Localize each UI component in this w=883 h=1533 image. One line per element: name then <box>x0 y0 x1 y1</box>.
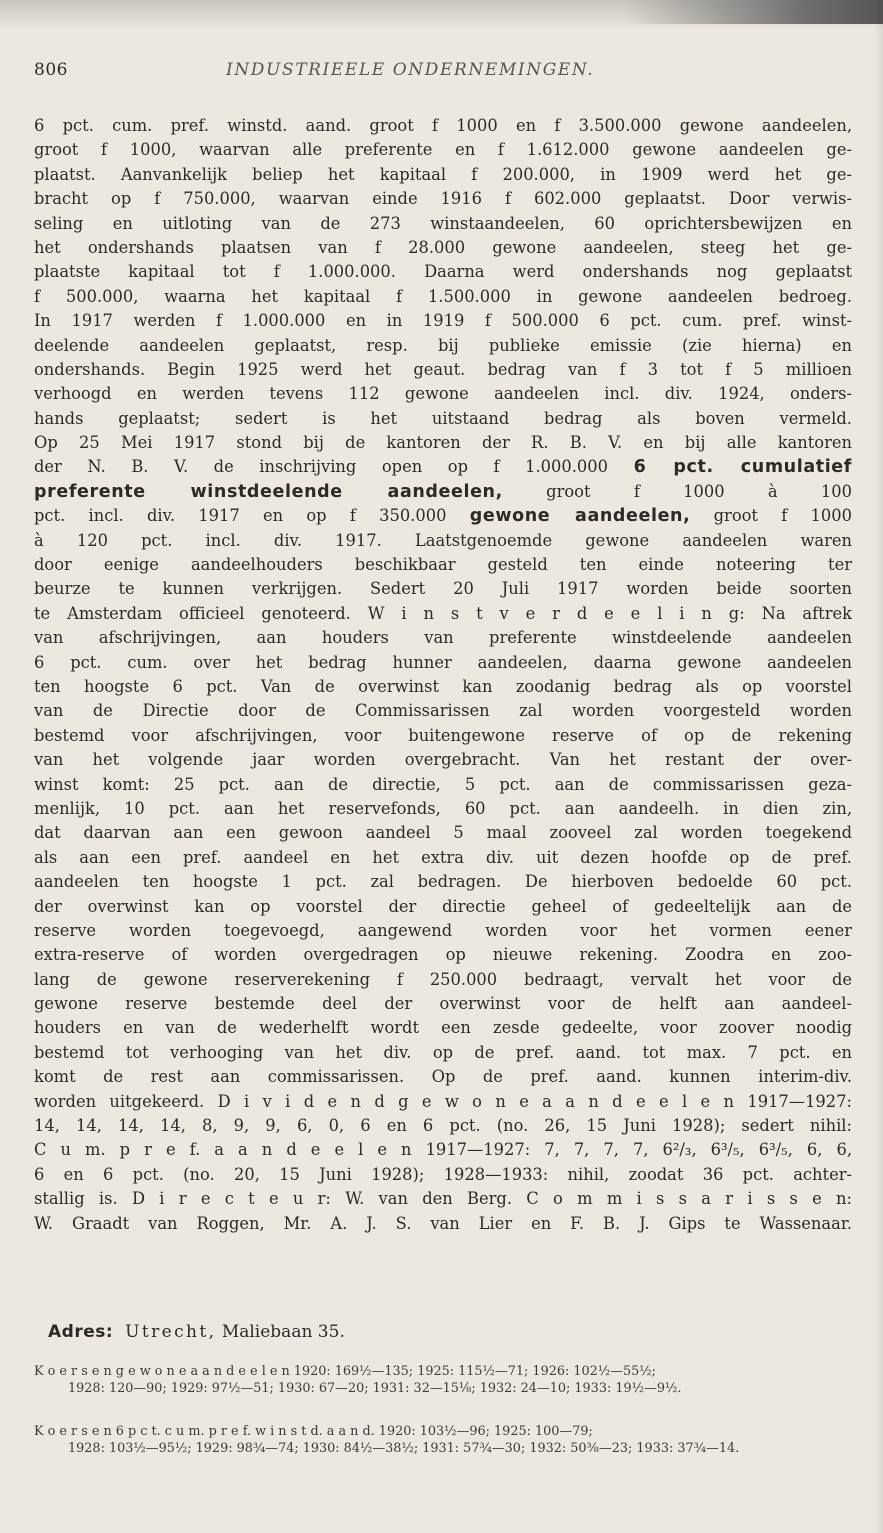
text-line: ten hoogste 6 pct. Van de overwinst kan zoodanig bedrag als op voorstel <box>34 676 852 696</box>
text-line: bestemd voor afschrijvingen, voor buitengewone reserve of op de rekening <box>34 725 852 745</box>
text-line: f 500.000, waarna het kapitaal f 1.500.000 in gewone aandeelen bedroeg. <box>34 286 852 306</box>
text-line <box>34 504 852 528</box>
page-number: 806 <box>34 60 68 80</box>
text-line: beurze te kunnen verkrijgen. Sedert 20 Juli 1917 worden beide soorten <box>34 579 852 599</box>
text-line: hands geplaatst; sedert is het uitstaand bedrag als boven vermeld. <box>34 408 852 428</box>
text-line: als aan een pref. aandeel en het extra div. uit dezen hoofde op de pref. <box>34 847 852 867</box>
text-line: seling en uitloting van de 273 winstaandeelen, 60 oprichtersbewijzen en <box>34 213 852 233</box>
text-line: 14, 14, 14, 14, 8, 9, 9, 6, 0, 6 en 6 pct. (no. 26, 15 Juni 1928); sedert nihil: <box>34 1116 852 1136</box>
courses-pref-aandeelen <box>34 1424 852 1457</box>
text-line: gewone reserve bestemde deel der overwinst voor de helft aan aandeel- <box>34 994 852 1014</box>
text-line: 6 en 6 pct. (no. 20, 15 Juni 1928); 1928—1933: nihil, zoodat 36 pct. achter- <box>34 1164 852 1184</box>
text-line: menlijk, 10 pct. aan het reservefonds, 60 pct. aan aandeelh. in dien zin, <box>34 798 852 818</box>
text-line: houders en van de wederhelft wordt een zesde gedeelte, voor zoover noodig <box>34 1018 852 1038</box>
text-line: aandeelen ten hoogste 1 pct. zal bedragen. De hierboven bedoelde 60 pct. <box>34 872 852 892</box>
text-line: 6 pct. cum. over het bedrag hunner aandeelen, daarna gewone aandeelen <box>34 652 852 672</box>
text-line: worden uitgekeerd. D i v i d e n d g e w o n e a a n d e e l e n 1917—1927: <box>34 1091 852 1111</box>
text-line: van de Directie door de Commissarissen zal worden voorgesteld worden <box>34 701 852 721</box>
address-line <box>48 1318 345 1346</box>
text-line: der overwinst kan op voorstel der directie geheel of gedeeltelijk aan de <box>34 896 852 916</box>
text-line: winst komt: 25 pct. aan de directie, 5 pct. aan de commissarissen geza- <box>34 774 852 794</box>
text-line: deelende aandeelen geplaatst, resp. bij publieke emissie (zie hierna) en <box>34 335 852 355</box>
text-line: lang de gewone reserverekening f 250.000 bedraagt, vervalt het voor de <box>34 969 852 989</box>
bold-heading: preferente winstdeelende aandeelen, <box>34 481 503 502</box>
text-line: bestemd tot verhooging van het div. op de pref. aand. tot max. 7 pct. en <box>34 1042 852 1062</box>
text-segment: groot f 1000 à 100 <box>546 481 852 501</box>
text-line: bracht op f 750.000, waarvan einde 1916 f 602.000 geplaatst. Door verwis- <box>34 189 852 209</box>
text-line: van afschrijvingen, aan houders van preferente winstdeelende aandeelen <box>34 628 852 648</box>
bold-heading: 6 pct. cumulatief <box>633 457 852 478</box>
text-line: komt de rest aan commissarissen. Op de pref. aand. kunnen interim-div. <box>34 1067 852 1087</box>
text-line: à 120 pct. incl. div. 1917. Laatstgenoemde gewone aandeelen waren <box>34 530 852 550</box>
text-line: stallig is. D i r e c t e u r: W. van den Berg. C o m m i s s a r i s s e n: <box>34 1189 852 1209</box>
page-right-shadow <box>875 0 883 1533</box>
text-line: van het volgende jaar worden overgebracht. Van het restant der over- <box>34 750 852 770</box>
text-line: C u m. p r e f. a a n d e e l e n 1917—1927: 7, 7, 7, 7, 6²/₃, 6³/₅, 6³/₅, 6, 6, <box>34 1140 852 1160</box>
text-line: plaatste kapitaal tot f 1.000.000. Daarna werd ondershands nog geplaatst <box>34 262 852 282</box>
text-line: extra-reserve of worden overgedragen op nieuwe rekening. Zoodra en zoo- <box>34 945 852 965</box>
text-line: W. Graadt van Roggen, Mr. A. J. S. van Lier en F. B. J. Gips te Wassenaar. <box>34 1213 852 1233</box>
text-segment: der N. B. V. de inschrijving open op f 1.000.000 <box>34 457 608 477</box>
page-header <box>34 60 854 84</box>
text-line <box>34 455 852 479</box>
body-text <box>34 114 852 1236</box>
text-line: groot f 1000, waarvan alle preferente en f 1.612.000 gewone aandeelen ge- <box>34 140 852 160</box>
courses-line: 1928: 120—90; 1929: 97½—51; 1930: 67—20; 1931: 32—15⅛; 1932: 24—10; 1933: 19½—9½. <box>68 1380 682 1396</box>
address-label: Adres: <box>48 1322 114 1342</box>
text-line: te Amsterdam officieel genoteerd. W i n s t v e r d e e l i n g: Na aftrek <box>34 603 852 623</box>
text-line: dat daarvan aan een gewoon aandeel 5 maal zooveel zal worden toegekend <box>34 823 852 843</box>
text-line: ondershands. Begin 1925 werd het geaut. bedrag van f 3 tot f 5 millioen <box>34 359 852 379</box>
address-city: Utrecht, <box>125 1322 217 1342</box>
courses-line: K o e r s e n g e w o n e a a n d e e l e n 1920: 169½—135; 1925: 115½—71; 1926: 102½—55½; <box>34 1364 656 1379</box>
text-segment: groot f 1000 <box>713 506 852 526</box>
courses-line: K o e r s e n 6 p c t. c u m. p r e f. w i n s t d. a a n d. 1920: 103½—96; 1925: 100—79; <box>34 1424 593 1439</box>
text-line: verhoogd en werden tevens 112 gewone aandeelen incl. div. 1924, onders- <box>34 384 852 404</box>
address-street: Maliebaan 35. <box>221 1322 345 1342</box>
running-head: INDUSTRIEELE ONDERNEMINGEN. <box>226 60 595 80</box>
text-line <box>34 480 852 504</box>
bold-heading: gewone aandeelen, <box>469 506 691 527</box>
text-line: In 1917 werden f 1.000.000 en in 1919 f 500.000 6 pct. cum. pref. winst- <box>34 311 852 331</box>
text-line: 6 pct. cum. pref. winstd. aand. groot f 1000 en f 3.500.000 gewone aandeelen, <box>34 116 852 135</box>
text-line: plaatst. Aanvankelijk beliep het kapitaal f 200.000, in 1909 werd het ge- <box>34 164 852 184</box>
page-top-dark-edge <box>623 0 883 24</box>
text-line: reserve worden toegevoegd, aangewend worden voor het vormen eener <box>34 920 852 940</box>
courses-gewone-aandeelen <box>34 1364 852 1397</box>
text-line: het ondershands plaatsen van f 28.000 gewone aandeelen, steeg het ge- <box>34 237 852 257</box>
courses-line: 1928: 103½—95½; 1929: 98¾—74; 1930: 84½—38½; 1931: 57¾—30; 1932: 50⅜—23; 1933: 37¾—14. <box>68 1440 740 1456</box>
text-line: Op 25 Mei 1917 stond bij de kantoren der R. B. V. en bij alle kantoren <box>34 433 852 453</box>
text-line: door eenige aandeelhouders beschikbaar gesteld ten einde noteering ter <box>34 555 852 575</box>
text-segment: pct. incl. div. 1917 en op f 350.000 <box>34 506 447 526</box>
